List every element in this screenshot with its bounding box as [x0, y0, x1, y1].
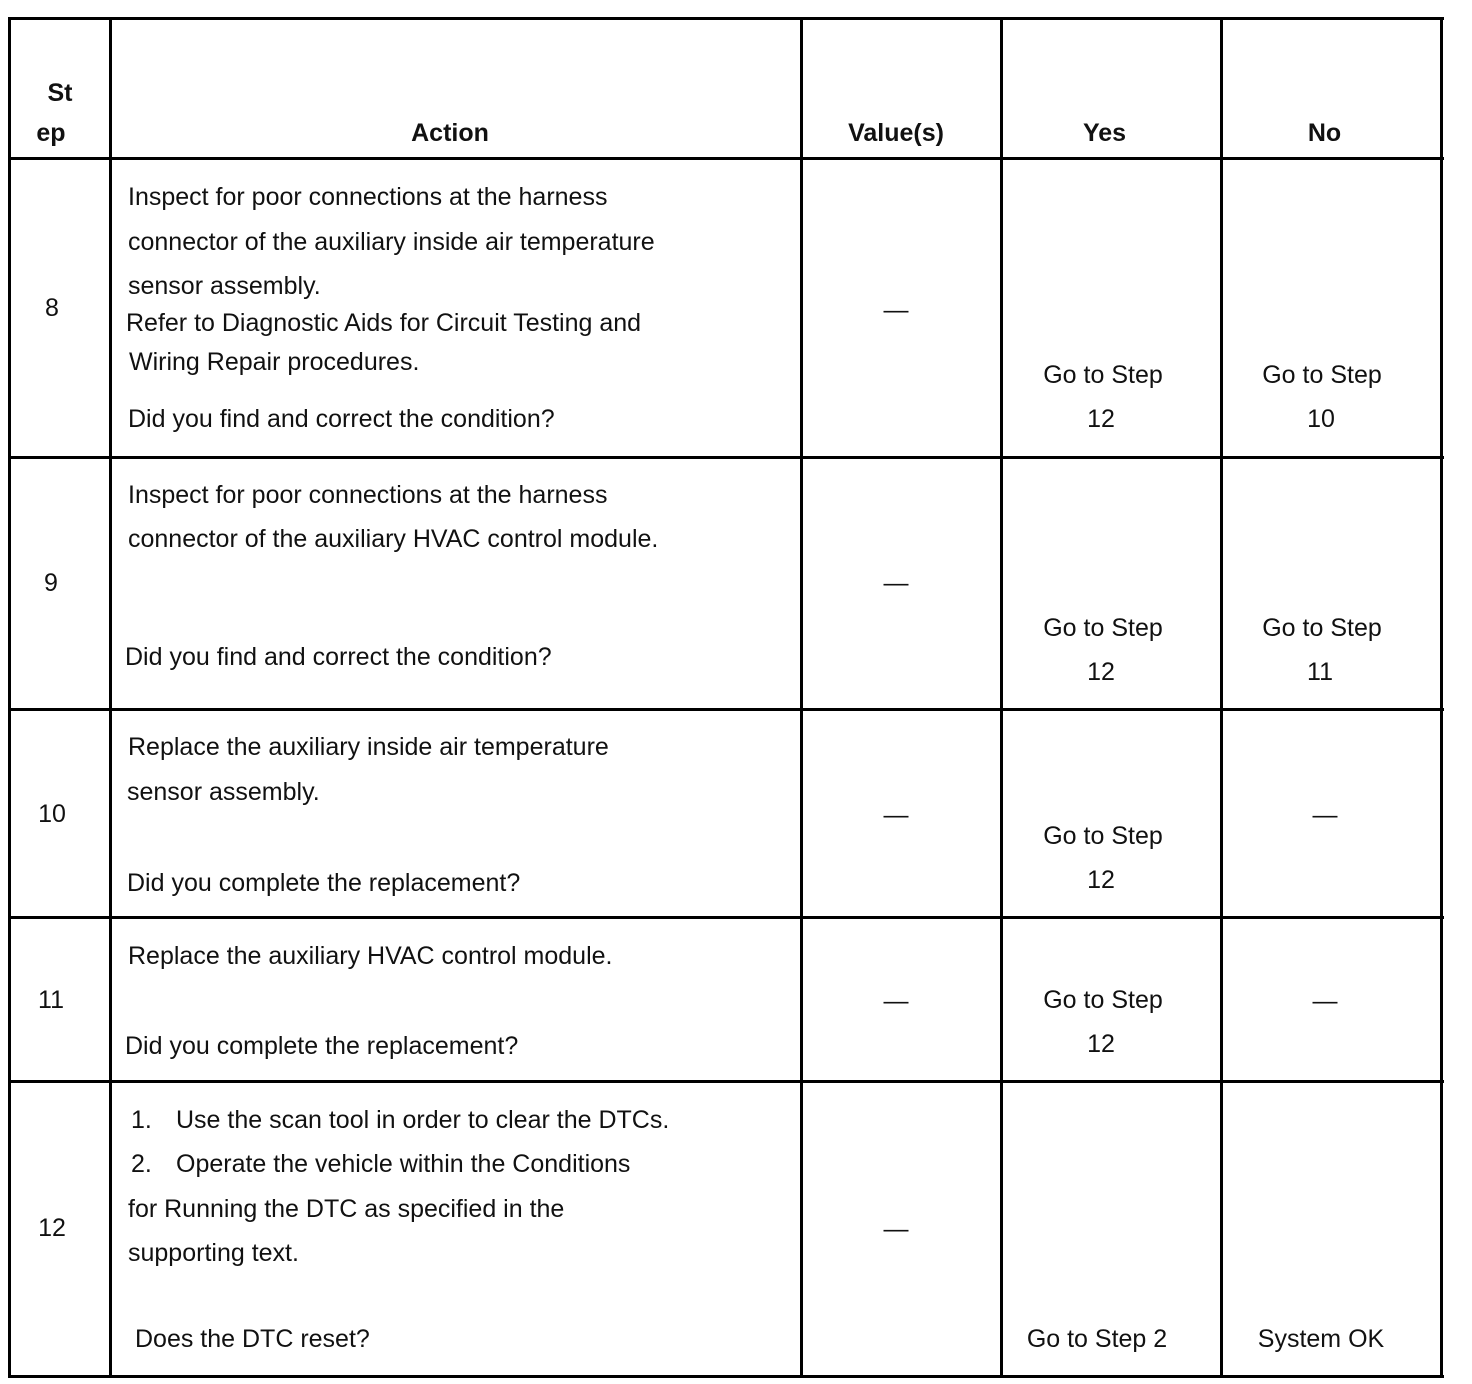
action-line: for Running the DTC as specified in the — [128, 1195, 565, 1223]
list-item-text: Operate the vehicle within the Conditions — [176, 1150, 631, 1178]
header-step-line2: ep — [36, 119, 66, 147]
no-goto: Go to Step — [1262, 361, 1382, 389]
no-step: 10 — [1307, 405, 1335, 433]
action-question: Did you complete the replacement? — [125, 1032, 519, 1060]
action-line: Replace the auxiliary inside air temperature — [128, 733, 609, 761]
header-step-line1: St — [47, 79, 73, 107]
col-rule-values — [1000, 17, 1003, 1378]
col-rule-step — [109, 17, 112, 1378]
step-number: 12 — [38, 1214, 66, 1242]
yes-step: 12 — [1087, 866, 1115, 894]
action-question: Did you find and correct the condition? — [125, 643, 552, 671]
rule-row11 — [8, 1080, 1444, 1083]
value-dash: — — [883, 1215, 909, 1243]
rule-row9 — [8, 708, 1444, 711]
rule-header — [8, 157, 1444, 160]
list-number: 1. — [131, 1106, 152, 1134]
value-dash: — — [883, 801, 909, 829]
step-number: 8 — [45, 294, 59, 322]
action-line: Wiring Repair procedures. — [129, 348, 420, 376]
value-dash: — — [883, 569, 909, 597]
yes-step: 12 — [1087, 1030, 1115, 1058]
no-result: System OK — [1257, 1325, 1385, 1353]
no-dash: — — [1312, 987, 1338, 1015]
action-line: sensor assembly. — [127, 778, 320, 806]
yes-goto: Go to Step — [1043, 986, 1163, 1014]
action-line: Replace the auxiliary HVAC control module. — [128, 942, 613, 970]
header-no: No — [1307, 119, 1342, 147]
value-dash: — — [883, 987, 909, 1015]
col-rule-yes — [1220, 17, 1223, 1378]
rule-row8 — [8, 456, 1444, 459]
action-line: Inspect for poor connections at the harness — [128, 183, 608, 211]
header-yes: Yes — [1082, 119, 1127, 147]
yes-goto: Go to Step — [1043, 361, 1163, 389]
rule-bottom — [8, 1375, 1444, 1378]
yes-step: 12 — [1087, 658, 1115, 686]
header-values: Value(s) — [848, 119, 944, 147]
yes-step: 12 — [1087, 405, 1115, 433]
value-dash: — — [883, 296, 909, 324]
step-number: 9 — [44, 569, 58, 597]
no-dash: — — [1312, 801, 1338, 829]
step-number: 11 — [38, 986, 64, 1014]
action-question: Did you complete the replacement? — [127, 869, 521, 897]
header-action: Action — [411, 119, 489, 147]
action-line: sensor assembly. — [128, 272, 321, 300]
action-line: connector of the auxiliary inside air temperature — [128, 228, 655, 256]
action-line: supporting text. — [128, 1239, 299, 1267]
yes-goto: Go to Step — [1043, 822, 1163, 850]
action-question: Did you find and correct the condition? — [128, 405, 555, 433]
action-line: Inspect for poor connections at the harness — [128, 481, 608, 509]
rule-top — [8, 17, 1444, 20]
yes-goto: Go to Step — [1043, 614, 1163, 642]
action-line: Refer to Diagnostic Aids for Circuit Testing and — [126, 309, 642, 337]
list-number: 2. — [131, 1150, 152, 1178]
rule-row10 — [8, 916, 1444, 919]
col-rule-action — [800, 17, 803, 1378]
step-number: 10 — [38, 800, 66, 828]
action-line: connector of the auxiliary HVAC control module. — [128, 525, 659, 553]
action-question: Does the DTC reset? — [135, 1325, 370, 1353]
no-goto: Go to Step — [1262, 614, 1382, 642]
no-step: 11 — [1307, 658, 1333, 686]
list-item-text: Use the scan tool in order to clear the DTCs. — [176, 1106, 670, 1134]
col-rule-left — [8, 17, 11, 1378]
col-rule-right — [1440, 17, 1443, 1378]
yes-goto: Go to Step 2 — [1026, 1325, 1168, 1353]
